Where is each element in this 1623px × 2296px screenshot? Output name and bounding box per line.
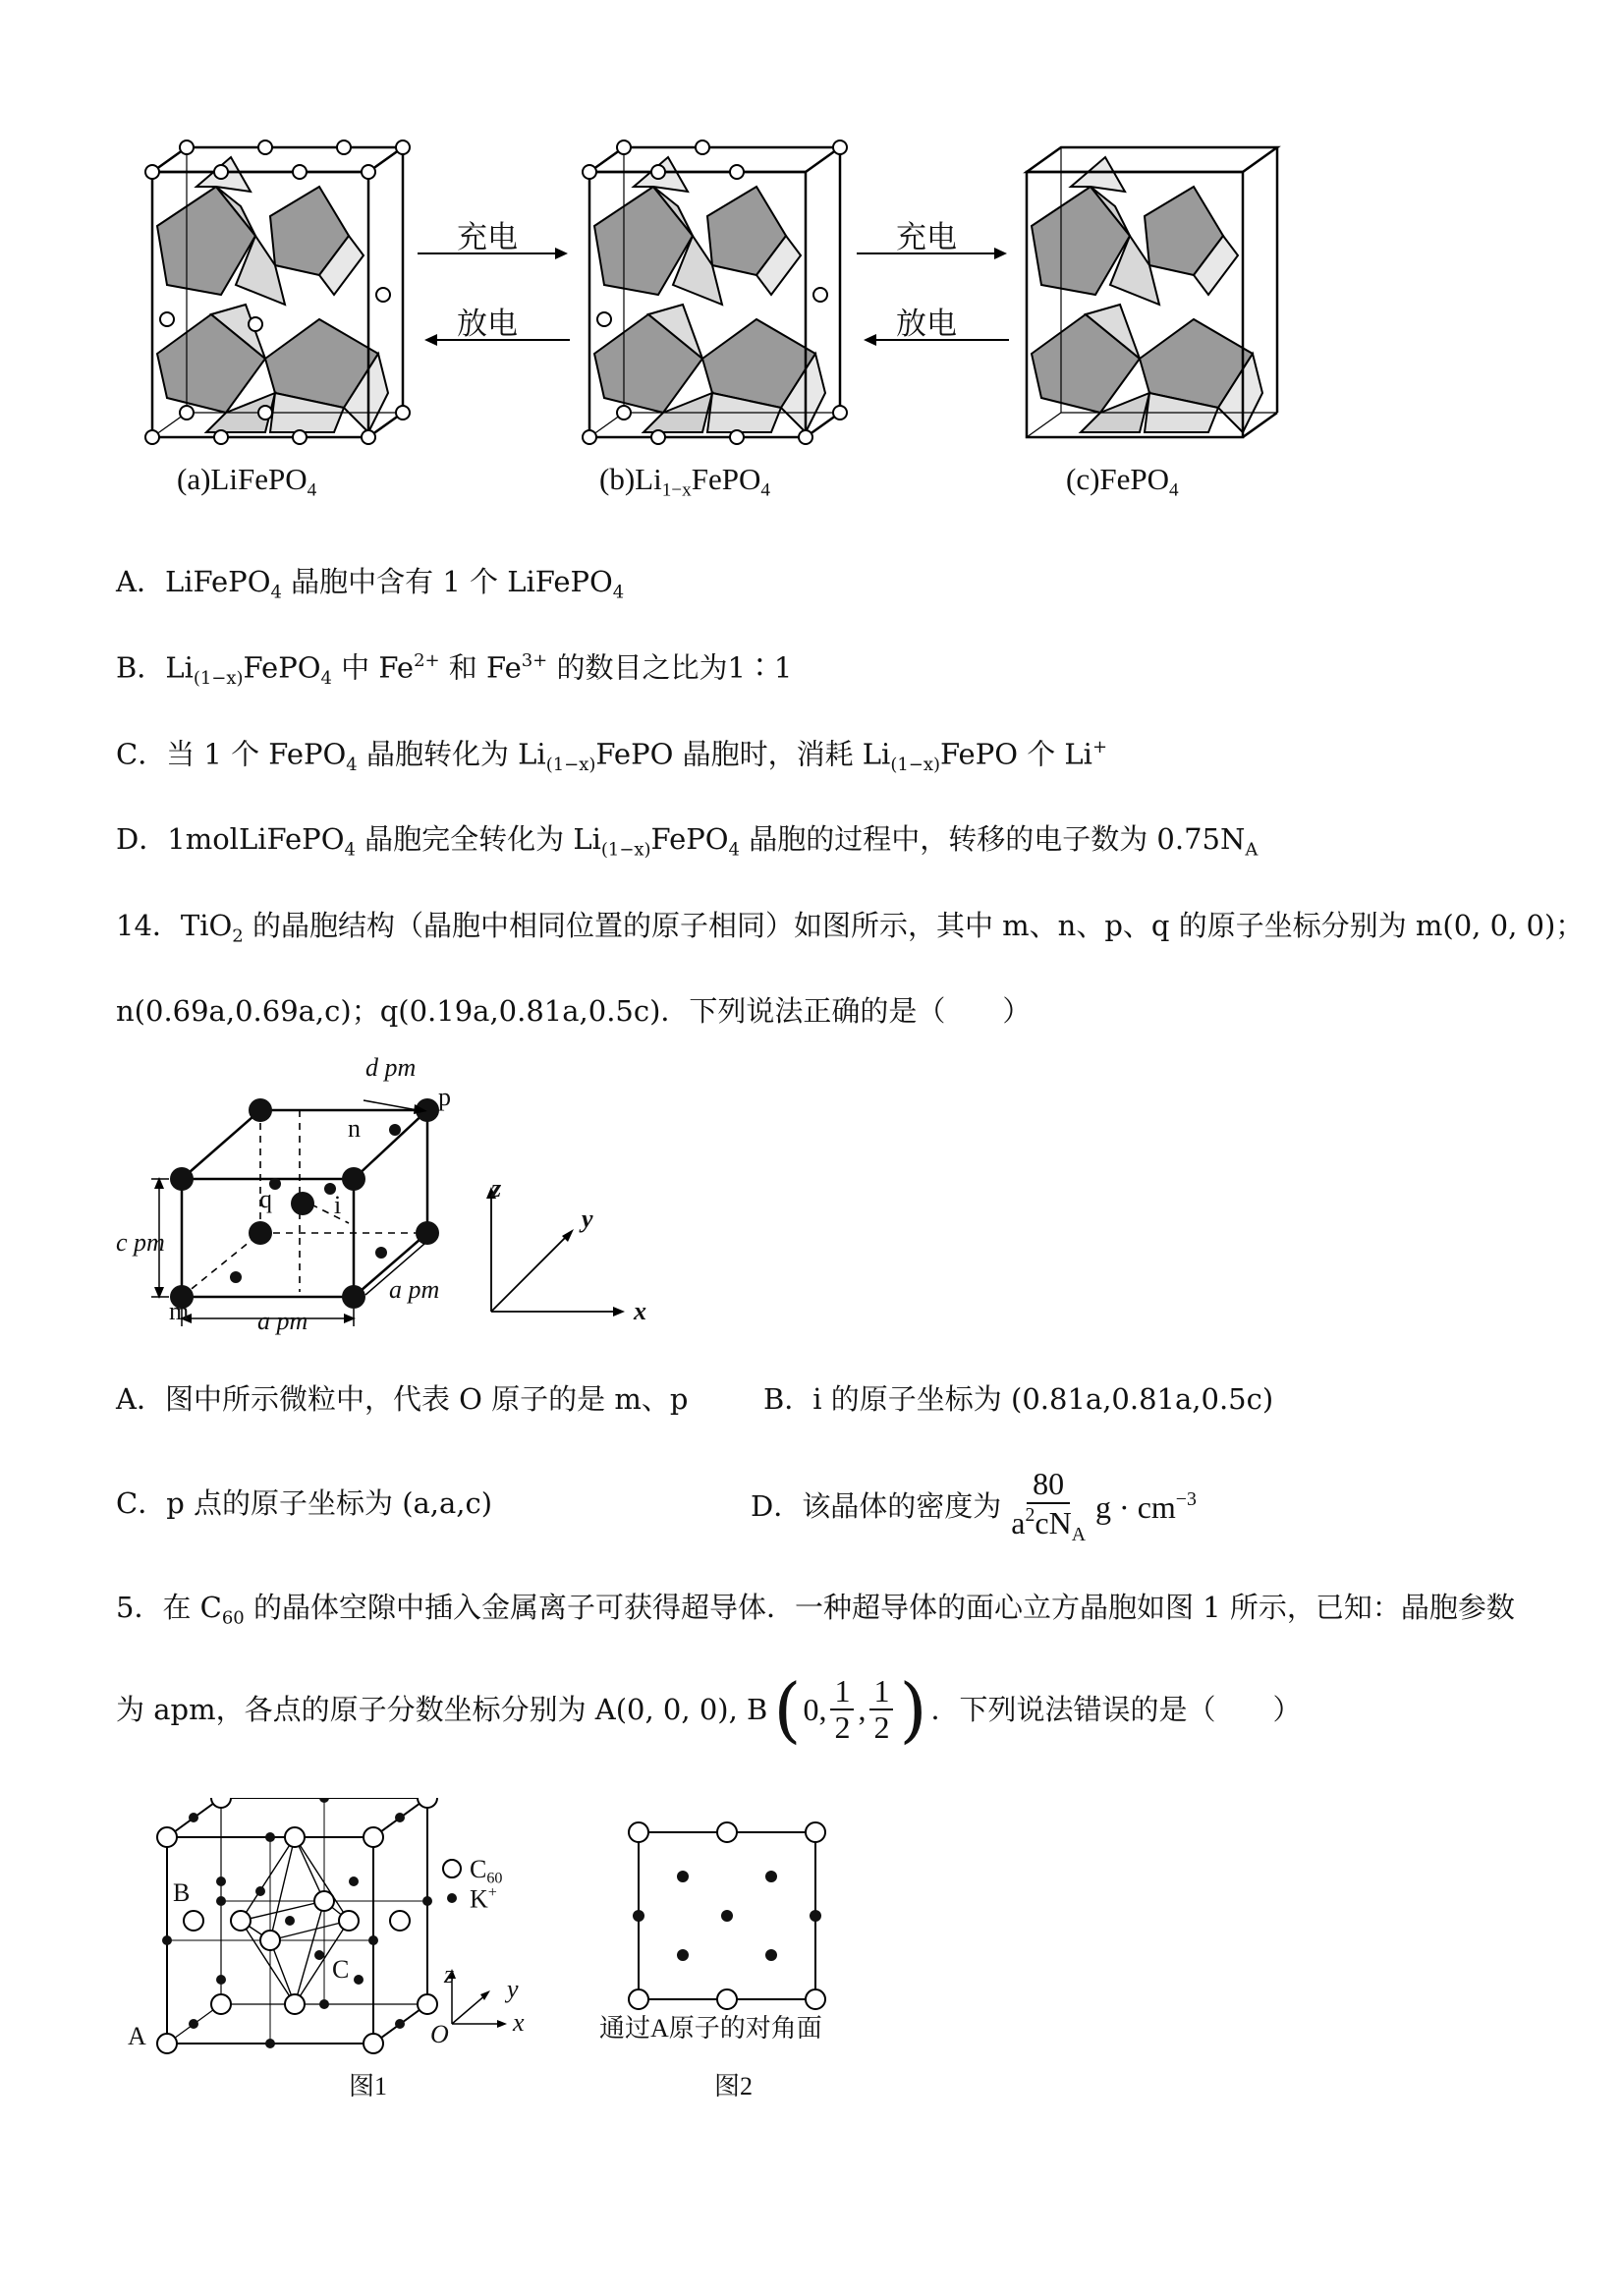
caption-c: (c)FePO$_4$ <box>1066 462 1179 501</box>
label-m: m <box>169 1297 190 1325</box>
q13-option-b: B．$Li_{(1-x)}FePO_4$ 中 $Fe^{2+}$ 和 $Fe^{3+}$ 的数目之比为1∶1 <box>116 650 793 689</box>
cell-c-fepo4 <box>1027 147 1277 437</box>
arrow-label-charge-1: 充电 <box>457 220 518 254</box>
q13-option-d: D．1molLiFePO$_4$ 晶胞完全转化为 $Li_{(1-x)}FePO_4$ 晶胞的过程中，转移的电子数为 $0.75N_A$ <box>116 822 1259 861</box>
label-p: p <box>438 1083 451 1111</box>
q14-stem-line2: n(0.69a,0.69a,c)；q(0.19a,0.81a,0.5c)．下列说法正确的是（ ） <box>116 994 1032 1028</box>
q14-stem-line1: 14．TiO$_2$ 的晶胞结构（晶胞中相同位置的原子相同）如图所示，其中 m、n、p、q 的原子坐标分别为 m(0, 0, 0)； <box>116 909 1585 947</box>
arrow-label-discharge-2: 放电 <box>896 307 957 341</box>
axis2-label-x: x <box>513 2008 525 2037</box>
label-b: B <box>173 1878 191 1907</box>
q14-option-b: B．i 的原子坐标为 (0.81a,0.81a,0.5c) <box>763 1382 1274 1416</box>
fig1-caption: 图1 <box>349 2072 388 2100</box>
label-i: i <box>334 1191 342 1219</box>
axis2-label-y: y <box>507 1975 519 2003</box>
q14-option-d: D．该晶体的密度为 80 $a^2cN_A$ $g \cdot cm^{-3}$ <box>751 1466 1197 1545</box>
caption-b: $(b)Li_{1-x}FePO_4$ <box>599 462 770 501</box>
label-a: A <box>128 2022 146 2050</box>
axis2-label-z: z <box>444 1960 455 1988</box>
label-c-pm: c pm <box>116 1228 165 1257</box>
axis-label-y: y <box>582 1204 593 1233</box>
q14-option-c: C．p 点的原子坐标为 (a,a,c) <box>116 1486 493 1520</box>
axis-label-x: x <box>634 1297 646 1325</box>
lifepo4-figure <box>138 128 1297 511</box>
frac-b-z: 1 2 <box>869 1674 893 1745</box>
arrow-label-discharge-1: 放电 <box>457 307 518 341</box>
q13-option-c: C．当 1 个 FePO$_4$ 晶胞转化为 $Li_{(1-x)}FePO$ 晶胞时，消耗 $Li_{(1-x)}FePO$ 个 Li+ <box>116 737 1108 775</box>
label-n: n <box>348 1114 361 1143</box>
q5-stem-line1: 5．在 $C_{60}$ 的晶体空隙中插入金属离子可获得超导体．一种超导体的面心立方晶胞如图 1 所示，已知：晶胞参数 <box>116 1591 1515 1629</box>
cell-a-lifepo4 <box>145 140 410 444</box>
fig2-subcaption: 通过A原子的对角面 <box>599 2014 822 2043</box>
cell-b-li1-xfepo4 <box>583 140 847 444</box>
caption-a: (a)LiFePO$_4$ <box>177 462 317 501</box>
label-c: C <box>332 1955 350 1984</box>
label-a-pm-side: a pm <box>389 1275 440 1304</box>
frac-b-y: 1 2 <box>830 1674 854 1745</box>
label-q: q <box>259 1185 272 1213</box>
label-d-pm: d pm <box>365 1053 417 1082</box>
arrow-label-charge-2: 充电 <box>896 220 957 254</box>
q14-option-a: A．图中所示微粒中，代表 O 原子的是 m、p <box>116 1382 689 1416</box>
axis-label-z: z <box>491 1174 502 1203</box>
axis2-label-origin: O <box>430 2020 449 2048</box>
q5-stem-line2: 为 apm，各点的原子分数坐标分别为 A(0, 0, 0), B ( 0, 1 2 , 1 2 ) ．下列说法错误的是（ ） <box>116 1668 1302 1751</box>
legend-k: K+ <box>470 1884 497 1914</box>
q13-option-a: A．LiFePO$_4$ 晶胞中含有 1 个 LiFePO$_4$ <box>116 565 625 603</box>
density-fraction: 80 $a^2cN_A$ <box>1011 1466 1087 1545</box>
legend-c60: $C_{60}$ <box>470 1855 503 1887</box>
fig2-caption: 图2 <box>714 2072 754 2100</box>
label-a-pm-bottom: a pm <box>257 1307 308 1335</box>
